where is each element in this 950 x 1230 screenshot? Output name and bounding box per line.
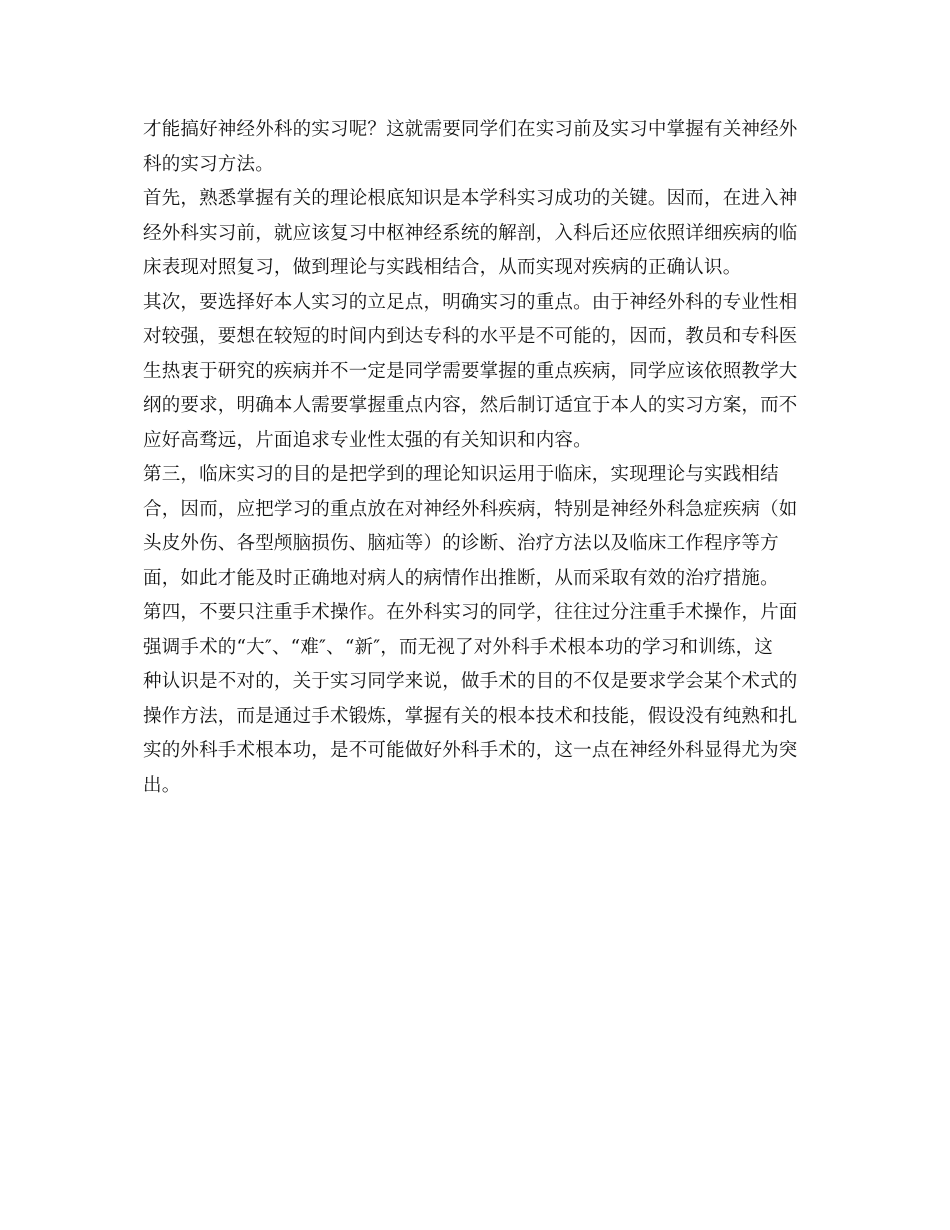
- text-line: 首先，熟悉掌握有关的理论根底知识是本学科实习成功的关键。因而，在进入神: [143, 188, 798, 209]
- text-line: 才能搞好神经外科的实习呢？这就需要同学们在实习前及实习中掌握有关神经外: [143, 119, 798, 140]
- text-line: 第四，不要只注重手术操作。在外科实习的同学，往往过分注重手术操作，片面: [143, 602, 798, 623]
- text-line: 床表现对照复习，做到理论与实践相结合，从而实现对疾病的正确认识。: [143, 257, 742, 278]
- text-line: 实的外科手术根本功，是不可能做好外科手术的，这一点在神经外科显得尤为突: [143, 740, 798, 761]
- text-line: 应好高骛远，片面追求专业性太强的有关知识和内容。: [143, 429, 592, 451]
- text-line: 第三，临床实习的目的是把学到的理论知识运用于临床，实现理论与实践相结: [143, 464, 779, 485]
- text-line: 生热衷于研究的疾病并不一定是同学需要掌握的重点疾病，同学应该依照教学大: [143, 360, 798, 382]
- text-line: 强调手术的“大″、“难″、“新″，而无视了对外科手术根本功的学习和训练，这: [143, 636, 774, 658]
- text-line: 面，如此才能及时正确地对病人的病情作出推断，从而采取有效的治疗措施。: [143, 567, 779, 589]
- text-line: 经外科实习前，就应该复习中枢神经系统的解剖，入科后还应依照详细疾病的临: [143, 222, 798, 244]
- text-line: 科的实习方法。: [143, 153, 274, 175]
- text-line: 对较强，要想在较短的时间内到达专科的水平是不可能的，因而，教员和专科医: [143, 326, 798, 347]
- text-line: 种认识是不对的，关于实习同学来说，做手术的目的不仅是要求学会某个术式的: [143, 671, 798, 692]
- text-line: 纲的要求，明确本人需要掌握重点内容，然后制订适宜于本人的实习方案，而不: [143, 395, 798, 416]
- text-line: 出。: [143, 774, 181, 796]
- text-line: 合，因而，应把学习的重点放在对神经外科疾病，特别是神经外科急症疾病（如: [143, 498, 798, 520]
- text-line: 头皮外伤、各型颅脑损伤、脑疝等）的诊断、治疗方法以及临床工作程序等方: [143, 533, 779, 554]
- text-line: 操作方法，而是通过手术锻炼，掌握有关的根本技术和技能，假设没有纯熟和扎: [143, 705, 798, 727]
- text-line: 其次，要选择好本人实习的立足点，明确实习的重点。由于神经外科的专业性相: [143, 291, 798, 313]
- body-text: [143, 113, 807, 803]
